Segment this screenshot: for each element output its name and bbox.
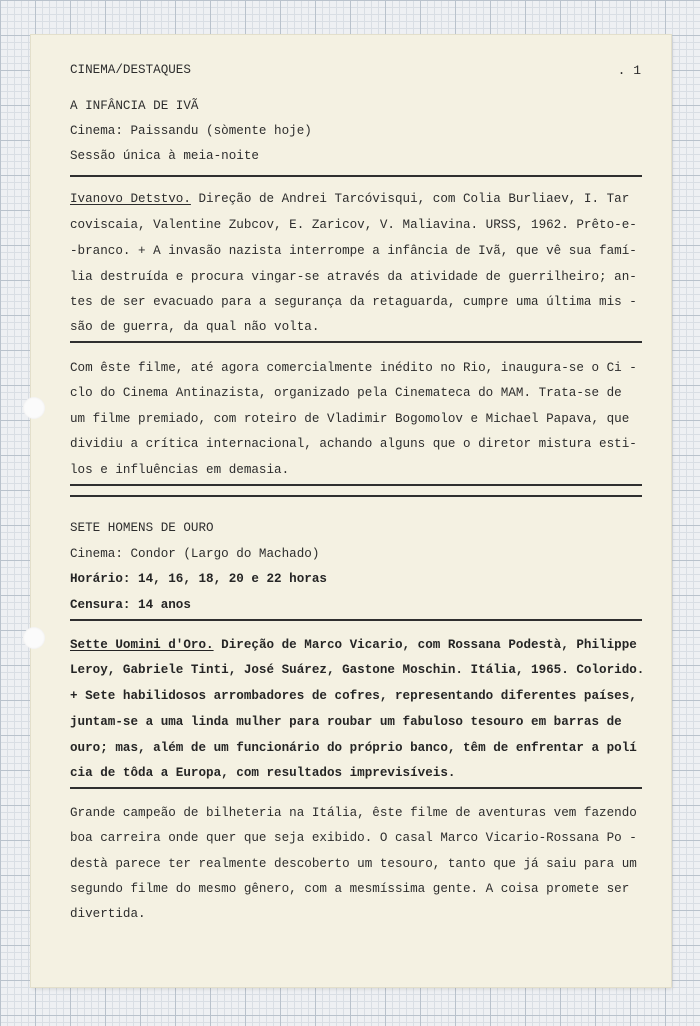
film1-cinema: Cinema: Paissandu (sòmente hoje)	[70, 124, 312, 138]
film1-comment-line: clo do Cinema Antinazista, organizado pela Cinemateca do MAM. Trata-se de	[70, 386, 622, 400]
film1-session: Sessão única à meia-noite	[70, 149, 259, 163]
divider	[70, 341, 642, 343]
film2-comment-line: destà parece ter realmente descoberto um tesouro, tanto que já saiu para um	[70, 857, 637, 871]
film1-synopsis-line: coviscaia, Valentine Zubcov, E. Zaricov, V. Maliavina. URSS, 1962. Prêto-e-	[70, 218, 637, 232]
film2-censorship: Censura: 14 anos	[70, 598, 191, 612]
punch-hole	[23, 397, 45, 419]
film1-original-title: Ivanovo Detstvo.	[70, 192, 191, 206]
punch-hole	[23, 627, 45, 649]
divider	[70, 495, 642, 497]
film1-comment-line: dividiu a crítica internacional, achando alguns que o diretor mistura esti-	[70, 437, 637, 451]
film1-synopsis-line: -branco. + A invasão nazista interrompe a infância de Ivã, que vê sua famí-	[70, 244, 637, 258]
divider	[70, 484, 642, 486]
divider	[70, 787, 642, 789]
film2-synopsis-line: Leroy, Gabriele Tinti, José Suárez, Gastone Moschin. Itália, 1965. Colorido.	[70, 663, 645, 677]
film2-synopsis-line: juntam-se a uma linda mulher para roubar um fabuloso tesouro em barras de	[70, 715, 622, 729]
typewritten-page	[31, 35, 671, 987]
film2-comment-line: boa carreira onde quer que seja exibido. O casal Marco Vicario-Rossana Po -	[70, 831, 637, 845]
film2-cinema: Cinema: Condor (Largo do Machado)	[70, 547, 320, 561]
film1-synopsis-line: Ivanovo Detstvo. Direção de Andrei Tarcóvisqui, com Colia Burliaev, I. Tar	[70, 192, 630, 206]
film2-comment-line: divertida.	[70, 907, 146, 921]
divider	[70, 175, 642, 177]
film2-synopsis-line: Sette Uomini d'Oro. Direção de Marco Vicario, com Rossana Podestà, Philippe	[70, 638, 637, 652]
film1-synopsis-line: são de guerra, da qual não volta.	[70, 320, 320, 334]
film1-comment-line: Com êste filme, até agora comercialmente inédito no Rio, inaugura-se o Ci -	[70, 361, 637, 375]
film1-comment-line: um filme premiado, com roteiro de Vladimir Bogomolov e Michael Papava, que	[70, 412, 630, 426]
film1-synopsis-line: lia destruída e procura vingar-se através da atividade de guerrilheiro; an-	[70, 270, 637, 284]
film2-comment-line: segundo filme do mesmo gênero, com a mesmíssima gente. A coisa promete ser	[70, 882, 630, 896]
page-number: . 1	[617, 63, 641, 78]
film2-synopsis-line: cia de tôda a Europa, com resultados imprevisíveis.	[70, 766, 456, 780]
film1-title: A INFÂNCIA DE IVÃ	[70, 99, 199, 113]
film1-comment-line: los e influências em demasia.	[70, 463, 290, 477]
film2-synopsis-line: + Sete habilidosos arrombadores de cofres, representando diferentes países,	[70, 689, 637, 703]
film1-synopsis-line: tes de ser evacuado para a segurança da retaguarda, cumpre uma última mis -	[70, 295, 637, 309]
film2-original-title: Sette Uomini d'Oro.	[70, 638, 214, 652]
section-header: CINEMA/DESTAQUES	[70, 63, 191, 77]
divider	[70, 619, 642, 621]
film2-synopsis-line: ouro; mas, além de um funcionário do próprio banco, têm de enfrentar a polí	[70, 741, 637, 755]
film2-comment-line: Grande campeão de bilheteria na Itália, êste filme de aventuras vem fazendo	[70, 806, 637, 820]
film2-title: SETE HOMENS DE OURO	[70, 521, 214, 535]
film2-schedule: Horário: 14, 16, 18, 20 e 22 horas	[70, 572, 327, 586]
